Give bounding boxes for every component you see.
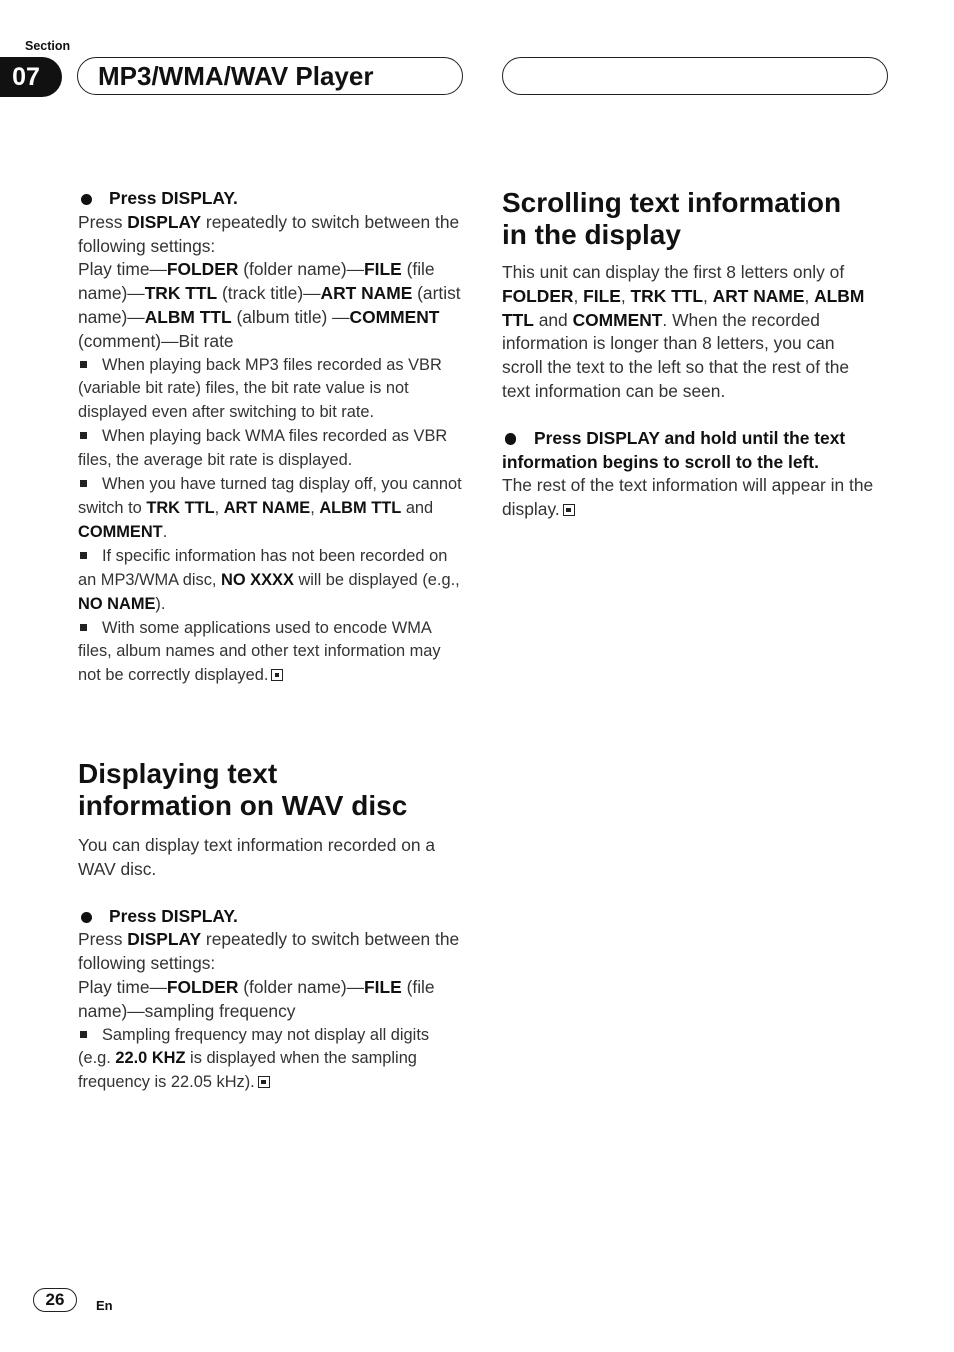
scroll-heading: Scrolling text information in the display (502, 187, 842, 250)
wav-note-sampling: Sampling frequency may not display all digits (e.g. 22.0 KHZ is displayed when the sampling frequency is 22.05 kHz). (78, 1025, 430, 1092)
end-mark-icon (563, 504, 575, 516)
section-label: Section (25, 39, 71, 53)
note-bullet-icon (80, 432, 87, 439)
left-column-top (78, 187, 466, 688)
section-number-badge: 07 (0, 57, 62, 97)
note-bullet-icon (80, 552, 87, 559)
display-paragraph: Press DISPLAY repeatedly to switch between the following settings: (78, 211, 460, 256)
wav-display-paragraph: Press DISPLAY repeatedly to switch between the following settings: (78, 929, 460, 974)
scroll-result: The rest of the text information will appear in the display. (502, 475, 874, 520)
note-bullet-icon (80, 361, 87, 368)
wav-step-press-display: Press DISPLAY. (78, 905, 466, 929)
scroll-paragraph: This unit can display the first 8 letters only of FOLDER, FILE, TRK TTL, ART NAME, ALBM TTL and COMMENT. When the recorded information is longer than 8 letters, you can scroll the text to the left so that the rest of the text information can be seen. (502, 262, 865, 401)
note-vbr-mp3: When playing back MP3 files recorded as VBR (variable bit rate) files, the bit rate value is not displayed even after switching to bit rate. (78, 355, 442, 422)
step-press-display: Press DISPLAY. (78, 187, 466, 211)
note-wma-encoding: With some applications used to encode WMA files, album names and other text information may not be correctly displayed. (78, 618, 441, 685)
display-sequence: Play time—FOLDER (folder name)—FILE (file name)—TRK TTL (track title)—ART NAME (artist name)—ALBM TTL (album title) —COMMENT (comment)—Bit rate (78, 259, 461, 351)
wav-section (78, 758, 466, 1095)
wav-intro: You can display text information recorded on a WAV disc. (78, 835, 436, 879)
note-tag-display: When you have turned tag display off, you cannot switch to TRK TTL, ART NAME, ALBM TTL and COMMENT. (78, 475, 462, 541)
chapter-title: MP3/WMA/WAV Player (77, 57, 463, 95)
note-bullet-icon (80, 480, 87, 487)
note-bullet-icon (80, 1031, 87, 1038)
note-vbr-wma: When playing back WMA files recorded as VBR files, the average bit rate is displayed. (78, 427, 448, 470)
wav-heading: Displaying text information on WAV disc (78, 758, 408, 821)
scroll-step: Press DISPLAY and hold until the text information begins to scroll to the left. (502, 427, 874, 475)
page-number: 26 (33, 1288, 77, 1312)
end-mark-icon (271, 669, 283, 681)
wav-display-sequence: Play time—FOLDER (folder name)—FILE (file name)—sampling frequency (78, 976, 435, 1021)
note-bullet-icon (80, 624, 87, 631)
language-label: En (96, 1298, 113, 1313)
note-no-info: If specific information has not been recorded on an MP3/WMA disc, NO XXXX will be displayed (e.g., NO NAME). (78, 546, 460, 613)
header-right-frame (502, 57, 888, 95)
scroll-section (502, 187, 874, 522)
end-mark-icon (258, 1076, 270, 1088)
